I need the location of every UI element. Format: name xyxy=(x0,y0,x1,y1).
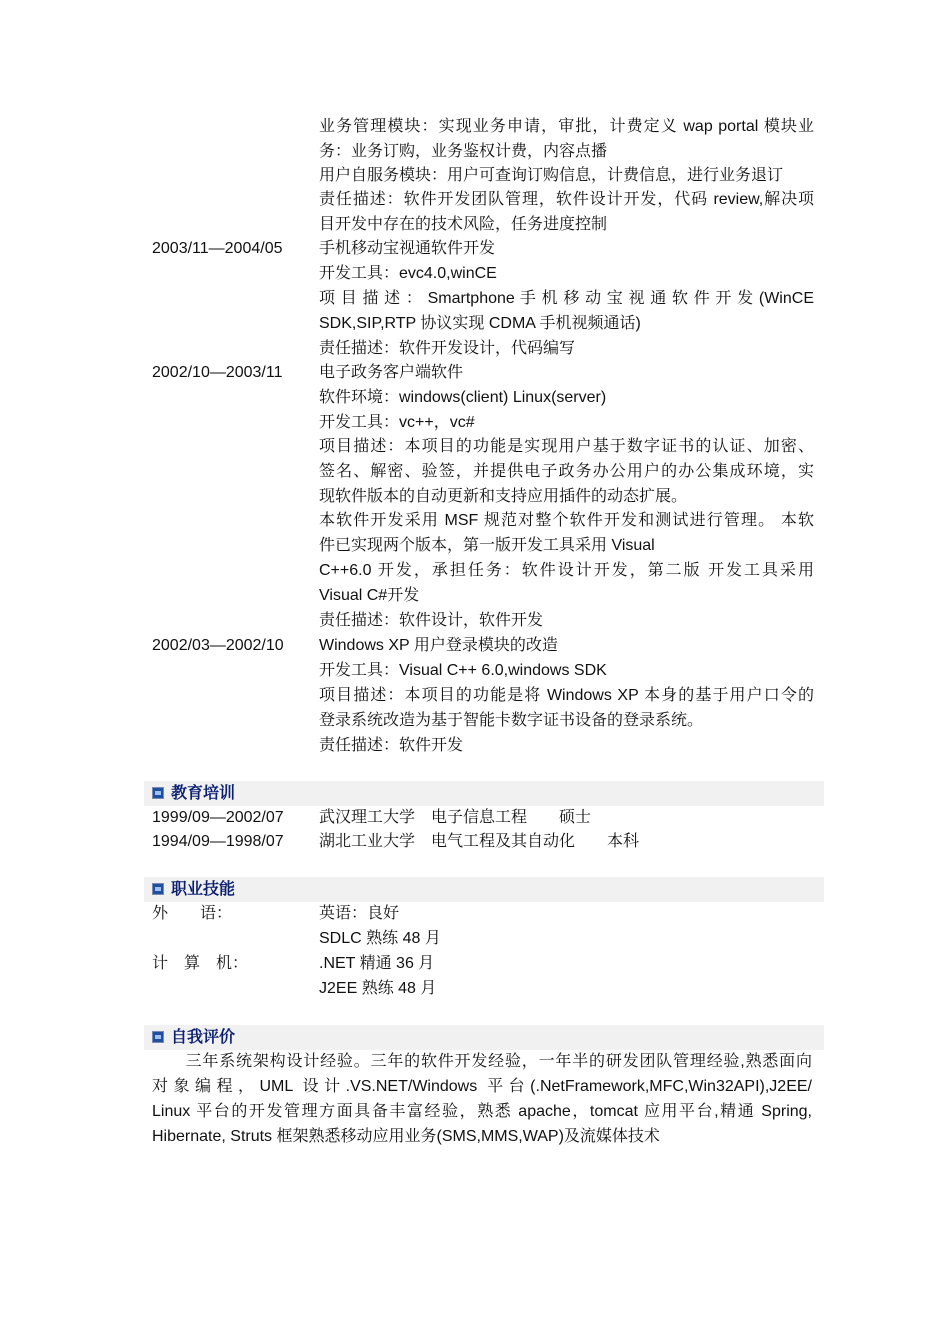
project-line: 开发工具：evc4.0,winCE xyxy=(319,265,497,282)
project-date: 2002/10—2003/11 xyxy=(152,364,283,381)
section-title: 自我评价 xyxy=(171,1029,236,1046)
project-line: 责任描述：软件开发团队管理，软件设计开发，代码 review,解决项 xyxy=(319,191,814,208)
project-title: 手机移动宝视通软件开发 xyxy=(319,240,496,257)
project-line: 软件环境：windows(client) Linux(server) xyxy=(319,389,607,406)
self-eval-section-header xyxy=(144,1025,824,1050)
education-date: 1994/09—1998/07 xyxy=(152,833,284,850)
skill-detail: 英语：良好 xyxy=(319,905,400,922)
section-bullet-icon xyxy=(152,1031,164,1043)
project-line: 务：业务订购，业务鉴权计费，内容点播 xyxy=(319,143,608,160)
project-line: 项 目 描 述 ： Smartphone 手 机 移 动 宝 视 通 软 件 开 发 (WinCE xyxy=(319,290,814,307)
skill-label: 计 算 机： xyxy=(152,955,249,972)
project-date: 2002/03—2002/10 xyxy=(152,637,284,654)
self-eval-paragraph xyxy=(152,1049,812,1149)
skill-detail: .NET 精通 36 月 xyxy=(319,955,435,972)
education-section-header xyxy=(144,781,824,806)
section-bullet-icon xyxy=(152,787,164,799)
project-line: 用户自服务模块：用户可查询订购信息，计费信息，进行业务退订 xyxy=(319,167,784,184)
self-eval-line: Hibernate, Struts 框架熟悉移动应用业务(SMS,MMS,WAP)及流媒体技术 xyxy=(152,1128,660,1145)
project-line: 责任描述：软件设计，软件开发 xyxy=(319,612,544,629)
education-date: 1999/09—2002/07 xyxy=(152,809,284,826)
section-bullet-icon xyxy=(152,883,164,895)
education-detail: 武汉理工大学 电子信息工程 硕士 xyxy=(319,809,592,826)
project-line: 责任描述：软件开发设计，代码编写 xyxy=(319,340,576,357)
project-line: 目开发中存在的技术风险，任务进度控制 xyxy=(319,216,608,233)
section-title: 教育培训 xyxy=(171,785,236,802)
project-line: 开发工具：vc++，vc# xyxy=(319,414,475,431)
project-line: Visual C#开发 xyxy=(319,587,420,604)
self-eval-line: 三年系统架构设计经验。三年的软件开发经验，一年半的研发团队管理经验,熟悉面向 xyxy=(152,1053,812,1070)
self-eval-line: Linux 平台的开发管理方面具备丰富经验，熟悉 apache，tomcat 应用平台,精通 Spring, xyxy=(152,1103,812,1120)
section-title: 职业技能 xyxy=(171,881,236,898)
project-line: 现软件版本的自动更新和支持应用插件的动态扩展。 xyxy=(319,488,688,505)
project-line: 本软件开发采用 MSF 规范对整个软件开发和测试进行管理。 本软 xyxy=(319,512,814,529)
project-title: 电子政务客户端软件 xyxy=(319,364,464,381)
skill-detail: SDLC 熟练 48 月 xyxy=(319,930,441,947)
education-detail: 湖北工业大学 电气工程及其自动化 本科 xyxy=(319,833,640,850)
project-title: Windows XP 用户登录模块的改造 xyxy=(319,637,558,654)
project-date: 2003/11—2004/05 xyxy=(152,240,283,257)
project-line: 开发工具：Visual C++ 6.0,windows SDK xyxy=(319,662,607,679)
skill-detail: J2EE 熟练 48 月 xyxy=(319,980,437,997)
project-line: C++6.0 开发，承担任务：软件设计开发，第二版 开发工具采用 xyxy=(319,562,814,579)
project-line: 登录系统改造为基于智能卡数字证书设备的登录系统。 xyxy=(319,712,704,729)
project-line: 业务管理模块：实现业务申请，审批，计费定义 wap portal 模块业 xyxy=(319,118,814,135)
project-line: 件已实现两个版本，第一版开发工具采用 Visual xyxy=(319,537,655,554)
skill-label: 外 语： xyxy=(152,905,233,922)
project-line: 责任描述：软件开发 xyxy=(319,737,464,754)
project-line: 签名、解密、验签，并提供电子政务办公用户的办公集成环境，实 xyxy=(319,463,814,480)
skills-section-header xyxy=(144,877,824,902)
self-eval-line: 对象编程，UML 设计.VS.NET/Windows 平台(.NetFramework,MFC,Win32API),J2EE/ xyxy=(152,1078,812,1095)
project-line: 项目描述：本项目的功能是实现用户基于数字证书的认证、加密、 xyxy=(319,438,814,455)
project-line: SDK,SIP,RTP 协议实现 CDMA 手机视频通话) xyxy=(319,315,641,332)
project-line: 项目描述：本项目的功能是将 Windows XP 本身的基于用户口令的 xyxy=(319,687,814,704)
